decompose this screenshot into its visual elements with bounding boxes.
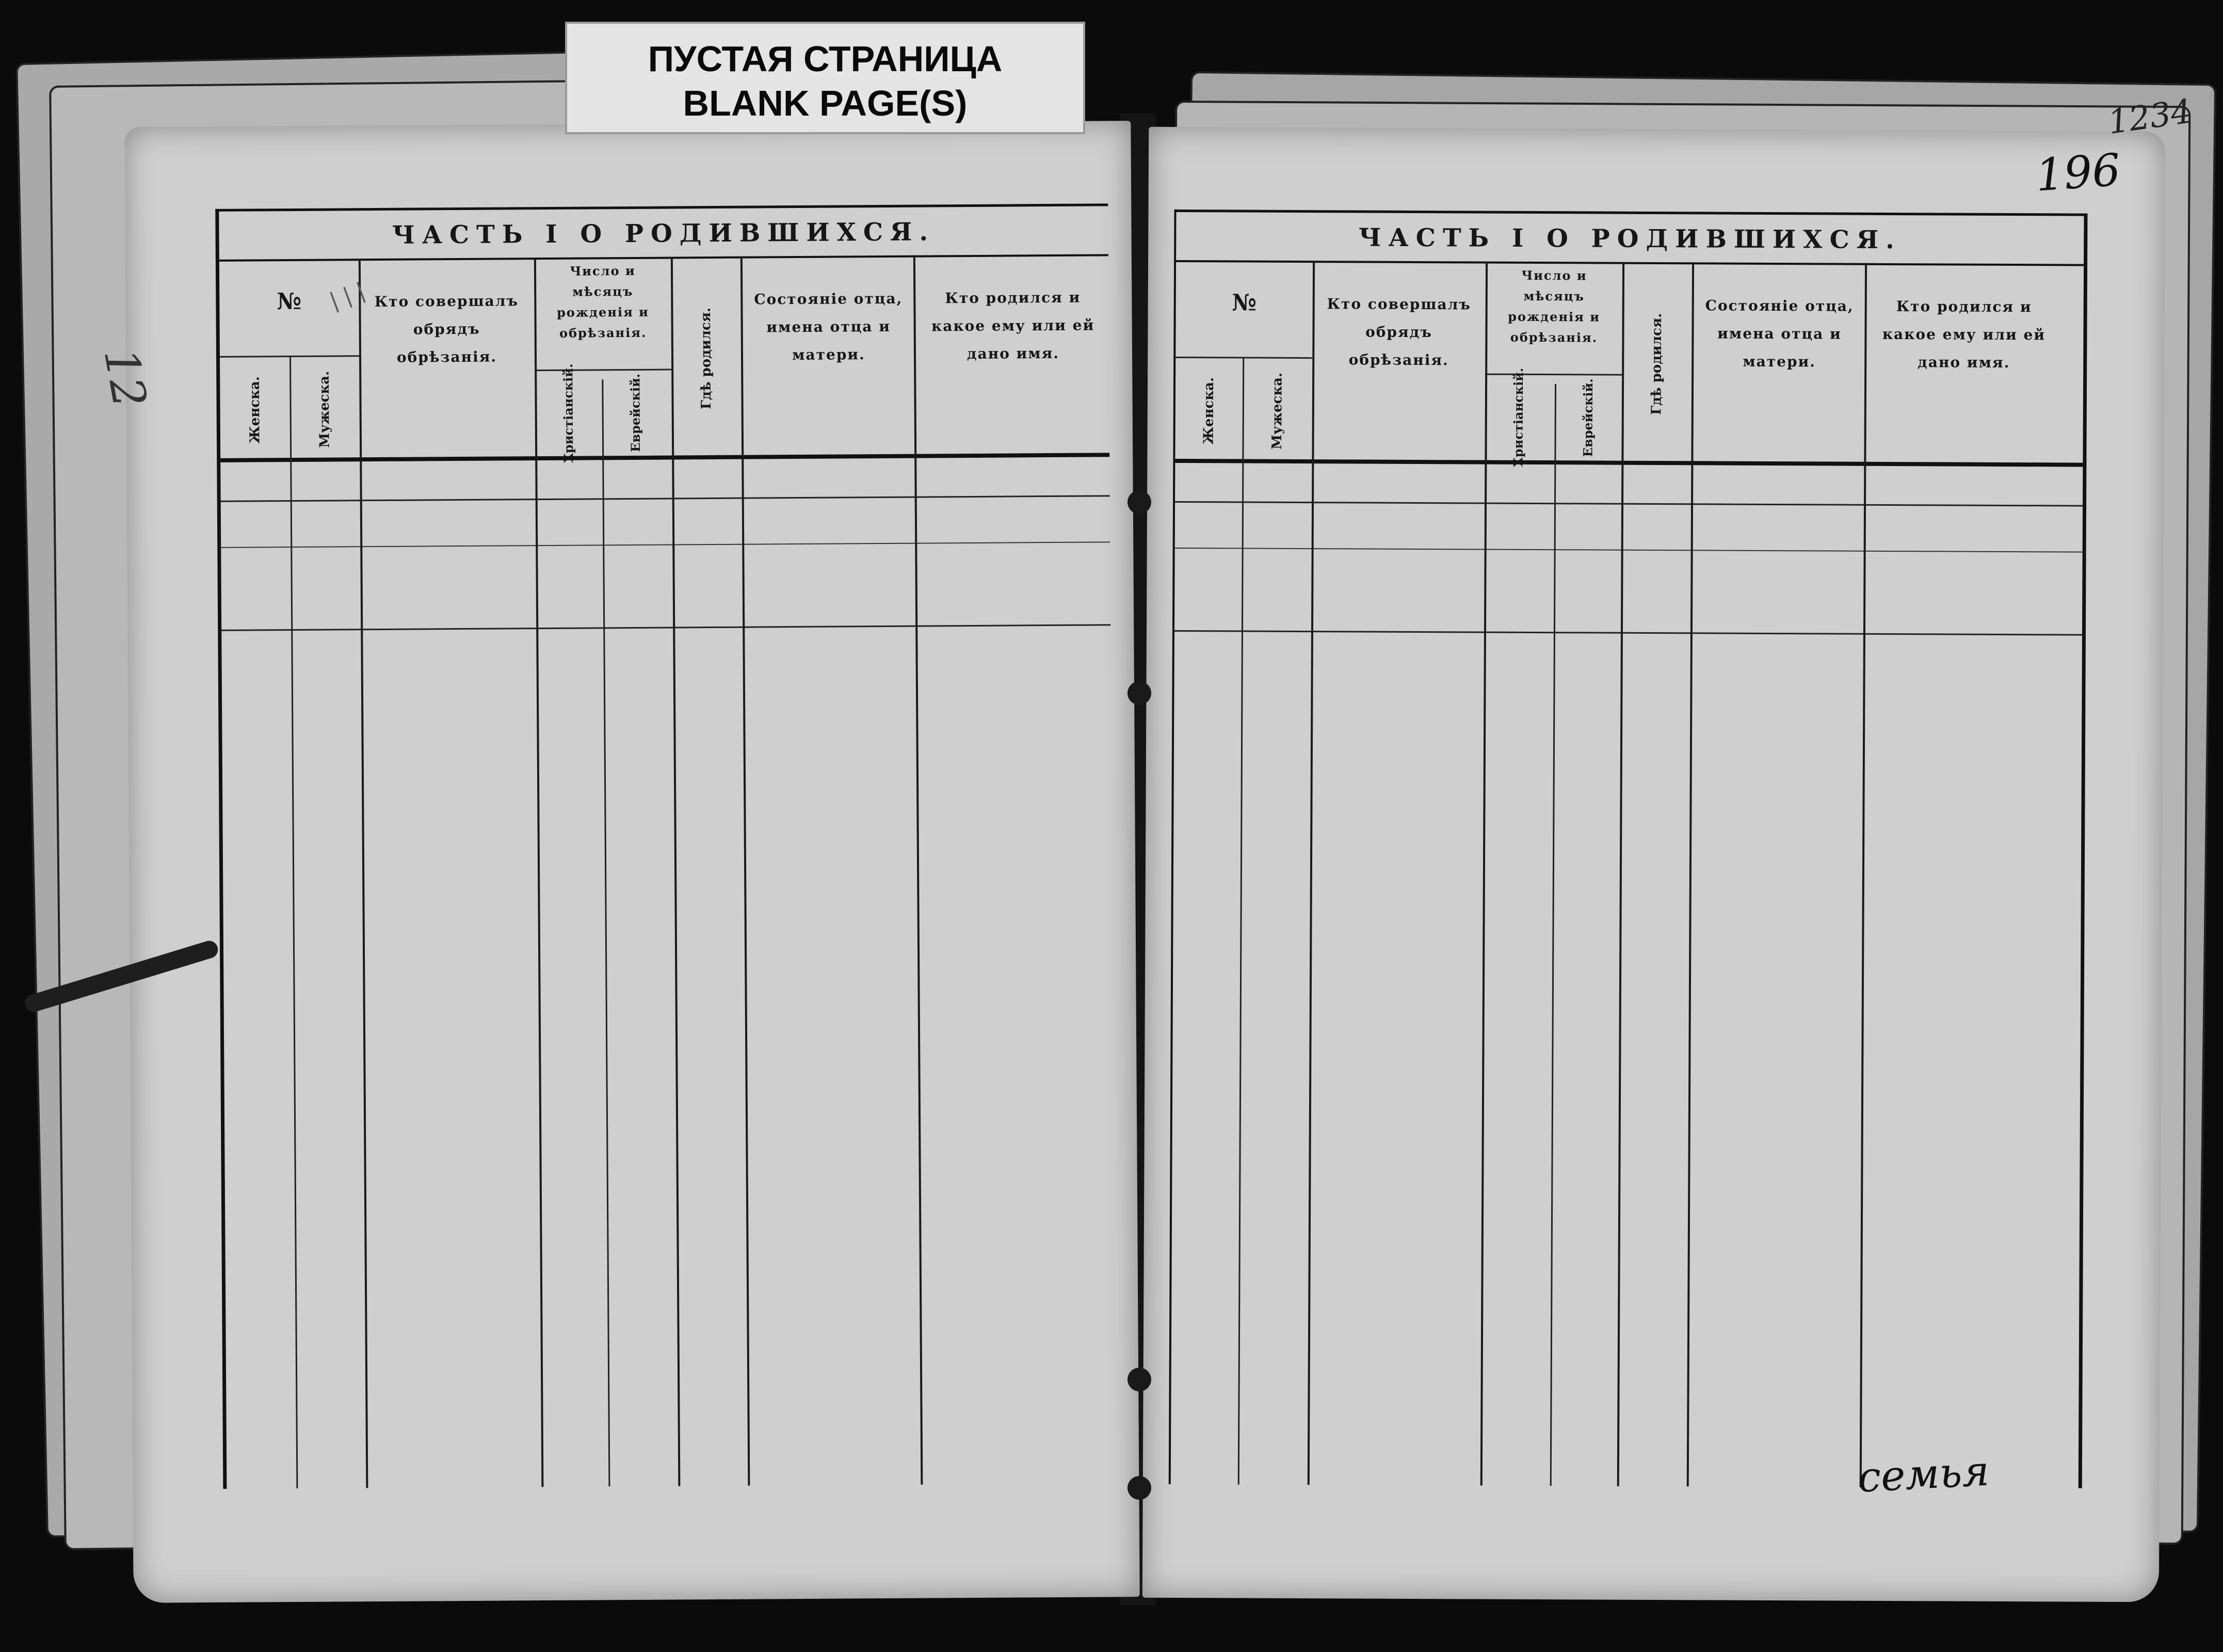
label-russian: ПУСТАЯ СТРАНИЦА [648,39,1003,79]
register-table-left [215,203,1116,1489]
column-jewish: Еврейскій. [1580,378,1596,457]
column-date: Число и мѣсяцъ рожденія и обрѣзанія. [556,263,650,341]
column-father-status: Состояніе отца, имена отца и матери. [1705,297,1854,371]
binding-hole [1127,681,1151,705]
column-date: Число и мѣсяцъ рожденія и обрѣзанія. [1508,267,1601,345]
label-english: BLANK PAGE(S) [683,83,968,123]
column-female: Женска. [247,376,263,444]
column-father-status: Состояніе отца, имена отца и матери. [754,290,903,364]
column-number: № [277,288,302,315]
column-who-born: Кто родился и какое ему или ей дано имя. [931,288,1095,363]
binding-hole [1127,1476,1151,1500]
column-jewish: Еврейскій. [627,373,643,453]
folio-number: 196 [2034,144,2122,202]
column-male: Мужеска. [316,371,333,448]
blank-page-label [565,22,1085,134]
left-page [124,121,1139,1603]
column-where-born: Гдѣ родился. [1649,313,1665,415]
table-title: ЧАСТЬ I О РОДИВШИХСЯ. [1358,223,1902,255]
column-performed-by: Кто совершалъ обрядъ обрѣзанія. [374,292,519,366]
handwritten-note: семья [1856,1447,1991,1502]
column-christian: Христіанскій. [560,363,576,463]
column-christian: Христіанскій. [1510,367,1526,467]
column-number: № [1232,290,1257,316]
binding-hole [1127,490,1151,514]
old-folio-number: 1234 [2105,92,2195,142]
register-table-right [1169,210,2088,1488]
margin-mark: 12 [93,344,157,412]
column-performed-by: Кто совершалъ обрядъ обрѣзанія. [1327,295,1471,369]
column-where-born: Гдѣ родился. [698,307,715,409]
column-who-born: Кто родился и какое ему или ей дано имя. [1882,298,2046,372]
right-page [1142,127,2165,1602]
table-title: ЧАСТЬ I О РОДИВШИХСЯ. [392,217,936,250]
column-female: Женска. [1201,377,1217,445]
binding-hole [1127,1368,1151,1391]
scribble-marks: | | | [326,277,368,314]
column-male: Мужеска. [1269,373,1285,450]
